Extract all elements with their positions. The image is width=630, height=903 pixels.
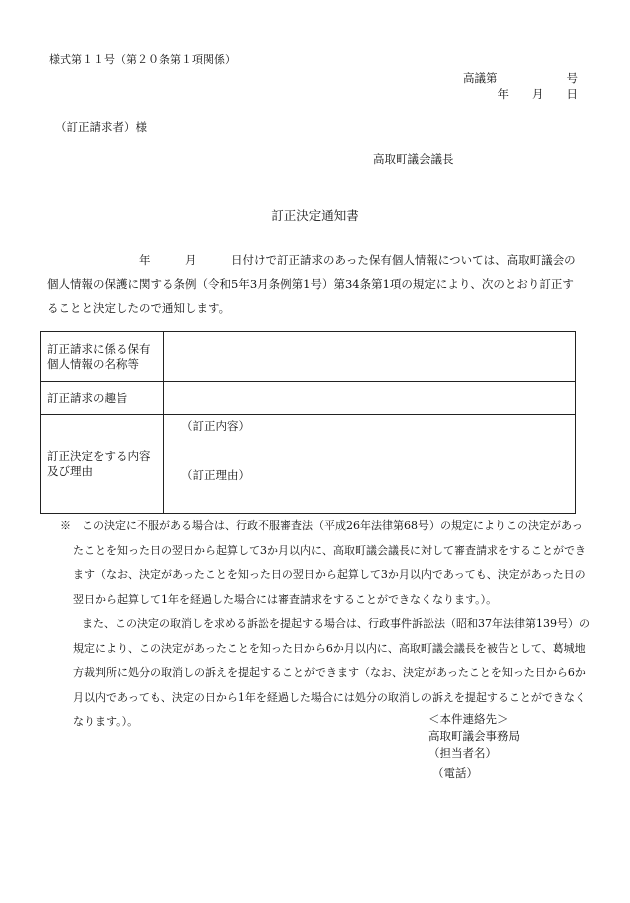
- sender: 高取町議会議長: [373, 152, 454, 166]
- document-date: 年 月 日: [497, 87, 578, 101]
- info-name-label: 訂正請求に係る保有個人情報の名称等: [41, 332, 164, 382]
- appeal-notice: [60, 514, 590, 735]
- correction-table: [40, 331, 576, 514]
- contact-block: [428, 711, 520, 762]
- info-name-value: [164, 332, 576, 382]
- table-row: [41, 332, 576, 382]
- body-text: 年 月 日付けで訂正請求のあった保有個人情報については、高取町議会の個人情報の保護に関する条例（令和5年3月条例第1号）第34条第1項の規定により、次のとおり訂正することと決定したので通知します。: [47, 253, 576, 315]
- request-purpose-label: 訂正請求の趣旨: [41, 382, 164, 415]
- contact-heading: ＜本件連絡先＞: [428, 712, 509, 726]
- table-row: [41, 415, 576, 514]
- correction-reason-label: （訂正理由）: [181, 468, 250, 482]
- contact-office: 高取町議会事務局: [428, 729, 520, 743]
- notice-paragraph-1: ※ この決定に不服がある場合は、行政不服審査法（平成26年法律第68号）の規定によりこの決定があったことを知った日の翌日から起算して3か月以内に、高取町議会議長に対して審査請求をすることができます（なお、決定があったことを知った日の翌日から起算して3か月以内であっても、決定があった日の翌日から起算して1年を経過した場合には審査請求をすることができなくなります。）。: [60, 519, 586, 606]
- document-title: 訂正決定通知書: [271, 208, 359, 223]
- contact-person: （担当者名）: [428, 746, 497, 760]
- document-number: 高議第 号: [463, 71, 578, 85]
- form-number: 様式第１１号（第２０条第１項関係）: [49, 53, 236, 66]
- contact-phone: （電話）: [432, 766, 478, 780]
- request-purpose-value: [164, 382, 576, 415]
- correction-content-label: （訂正内容）: [181, 419, 250, 433]
- notice-paragraph-2: また、この決定の取消しを求める訴訟を提起する場合は、行政事件訴訟法（昭和37年法律第139号）の規定により、この決定があったことを知った日から6か月以内に、高取町議会議長を被告として、葛城地方裁判所に処分の取消しの訴えを提起することができます（なお、決定があったことを知った日から6か月以内であっても、決定の日から1年を経過した場合には処分の取消しの訴えを提起することができなくなります。）。: [73, 617, 590, 728]
- decision-label: 訂正決定をする内容及び理由: [41, 415, 164, 514]
- table-row: [41, 382, 576, 415]
- decision-value: [164, 415, 576, 514]
- addressee: （訂正請求者）様: [55, 120, 147, 134]
